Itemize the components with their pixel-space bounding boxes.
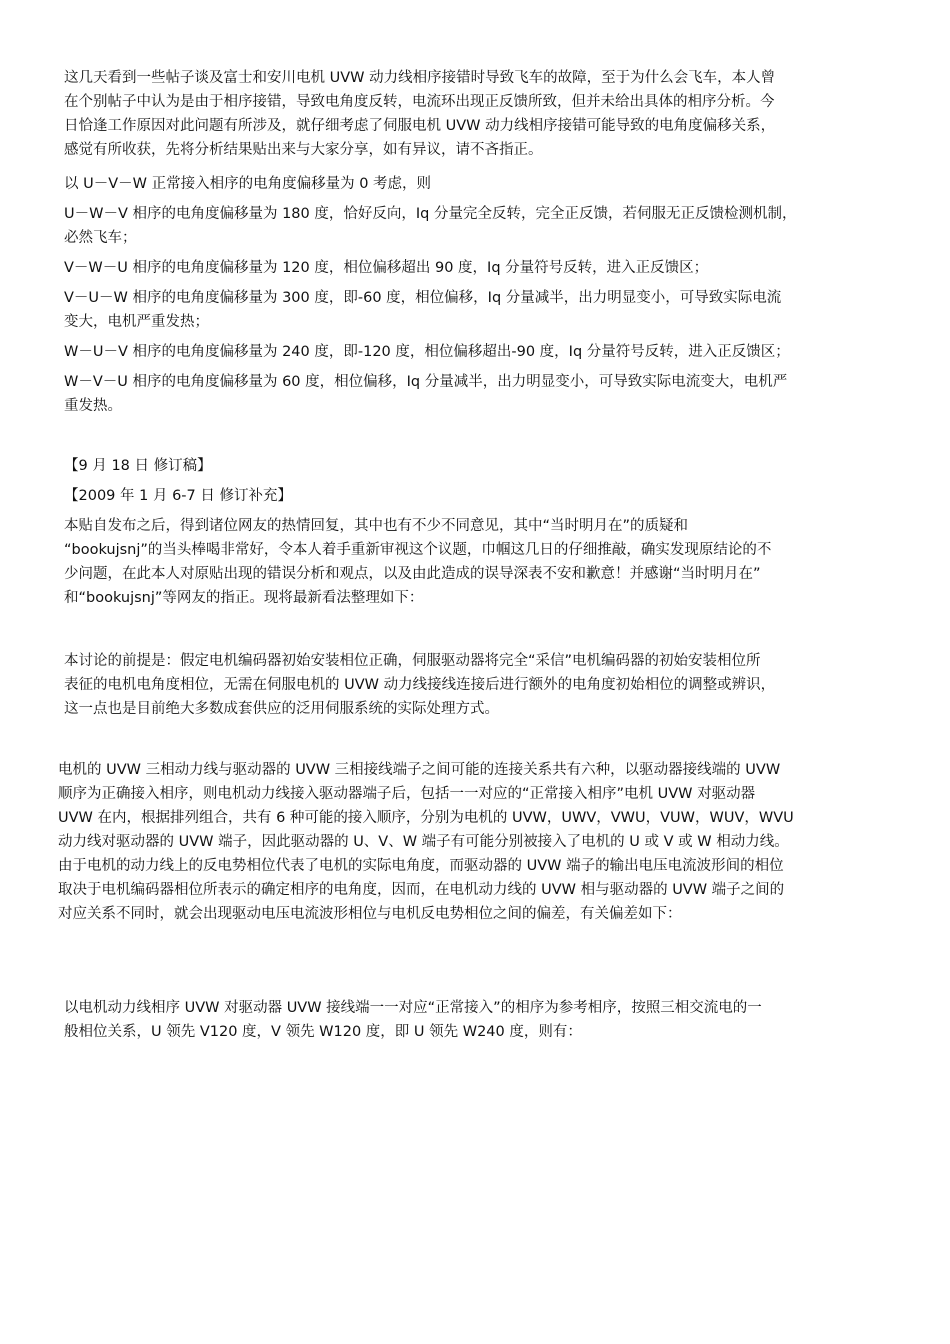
text-line: 动力线对驱动器的 UVW 端子，因此驱动器的 U、V、W 端子有可能分别被接入了电机的 U 或 V 或 W 相动力线。 <box>58 834 789 850</box>
case-vwu <box>64 256 708 280</box>
text-line: 变大，电机严重发热； <box>64 314 209 330</box>
text-line: 般相位关系，U 领先 V120 度，V 领先 W120 度，即 U 领先 W240 度，则有： <box>64 1024 582 1040</box>
text-line: 本讨论的前提是：假定电机编码器初始安装相位正确，伺服驱动器将完全“采信”电机编码器的初始安装相位所 <box>64 653 761 669</box>
text-line: 重发热。 <box>64 398 122 414</box>
case-wvu <box>64 370 787 418</box>
text-line: UVW 在内，根据排列组合，共有 6 种可能的接入顺序，分别为电机的 UVW，UWV，VWU，VUW，WUV，WVU <box>58 810 794 826</box>
text-line: 这几天看到一些帖子谈及富士和安川电机 UVW 动力线相序接错时导致飞车的故障，至于为什么会飞车，本人曾 <box>64 70 776 86</box>
wiring-paragraph <box>58 758 794 926</box>
text-line: U－W－V 相序的电角度偏移量为 180 度，恰好反向，Iq 分量完全反转，完全正反馈，若伺服无正反馈检测机制， <box>64 206 797 222</box>
case-uwv <box>64 202 796 250</box>
text-line: 本贴自发布之后，得到诸位网友的热情回复，其中也有不少不同意见，其中“当时明月在”的质疑和 <box>64 518 689 534</box>
text-line: 这一点也是目前绝大多数成套供应的泛用伺服系统的实际处理方式。 <box>64 701 499 717</box>
text-line: 由于电机的动力线上的反电势相位代表了电机的实际电角度，而驱动器的 UVW 端子的输出电压电流波形间的相位 <box>58 858 784 874</box>
baseline-paragraph <box>64 172 431 196</box>
text-line: 日恰逢工作原因对此问题有所涉及，就仔细考虑了伺服电机 UVW 动力线相序接错可能导致的电角度偏移关系， <box>64 118 776 134</box>
text-line: 【9 月 18 日 修订稿】 <box>64 458 212 474</box>
case-vuw <box>64 286 781 334</box>
text-line: W－V－U 相序的电角度偏移量为 60 度，相位偏移，Iq 分量减半，出力明显变小，可导致实际电流变大，电机严 <box>64 374 788 390</box>
text-line: V－U－W 相序的电角度偏移量为 300 度，即-60 度，相位偏移，Iq 分量减半，出力明显变小，可导致实际电流 <box>64 290 782 306</box>
text-line: 【2009 年 1 月 6-7 日 修订补充】 <box>64 488 292 504</box>
text-line: 以电机动力线相序 UVW 对驱动器 UVW 接线端一一对应“正常接入”的相序为参考相序，按照三相交流电的一 <box>64 1000 762 1016</box>
text-line: 以 U－V－W 正常接入相序的电角度偏移量为 0 考虑，则 <box>64 176 432 192</box>
text-line: 取决于电机编码器相位所表示的确定相序的电角度，因而，在电机动力线的 UVW 相与驱动器的 UVW 端子之间的 <box>58 882 785 898</box>
reference-paragraph <box>64 996 762 1044</box>
text-line: V－W－U 相序的电角度偏移量为 120 度，相位偏移超出 90 度，Iq 分量符号反转，进入正反馈区； <box>64 260 709 276</box>
thanks-paragraph <box>64 514 771 610</box>
text-line: 感觉有所收获，先将分析结果贴出来与大家分享，如有异议，请不吝指正。 <box>64 142 543 158</box>
text-line: 必然飞车； <box>64 230 137 246</box>
text-line: 电机的 UVW 三相动力线与驱动器的 UVW 三相接线端子之间可能的连接关系共有六种，以驱动器接线端的 UVW <box>58 762 781 778</box>
revision-note-1 <box>64 454 212 478</box>
text-line: 少问题，在此本人对原贴出现的错误分析和观点，以及由此造成的误导深表不安和歉意！并感谢“当时明月在” <box>64 566 761 582</box>
text-line: “bookujsnj”的当头棒喝非常好，令本人着手重新审视这个议题，巾帼这几日的仔细推敲，确实发现原结论的不 <box>64 542 772 558</box>
text-line: 和“bookujsnj”等网友的指正。现将最新看法整理如下： <box>64 590 424 606</box>
premise-paragraph <box>64 649 775 721</box>
text-line: 顺序为正确接入相序，则电机动力线接入驱动器端子后，包括一一对应的“正常接入相序”电机 UVW 对驱动器 <box>58 786 756 802</box>
text-line: W－U－V 相序的电角度偏移量为 240 度，即-120 度，相位偏移超出-90 度，Iq 分量符号反转，进入正反馈区； <box>64 344 790 360</box>
text-line: 表征的电机电角度相位，无需在伺服电机的 UVW 动力线接线连接后进行额外的电角度初始相位的调整或辨识， <box>64 677 776 693</box>
intro-paragraph <box>64 66 775 162</box>
case-wuv <box>64 340 790 364</box>
text-line: 在个别帖子中认为是由于相序接错，导致电角度反转，电流环出现正反馈所致，但并未给出具体的相序分析。今 <box>64 94 775 110</box>
text-line: 对应关系不同时，就会出现驱动电压电流波形相位与电机反电势相位之间的偏差，有关偏差如下： <box>58 906 682 922</box>
revision-note-2 <box>64 484 292 508</box>
